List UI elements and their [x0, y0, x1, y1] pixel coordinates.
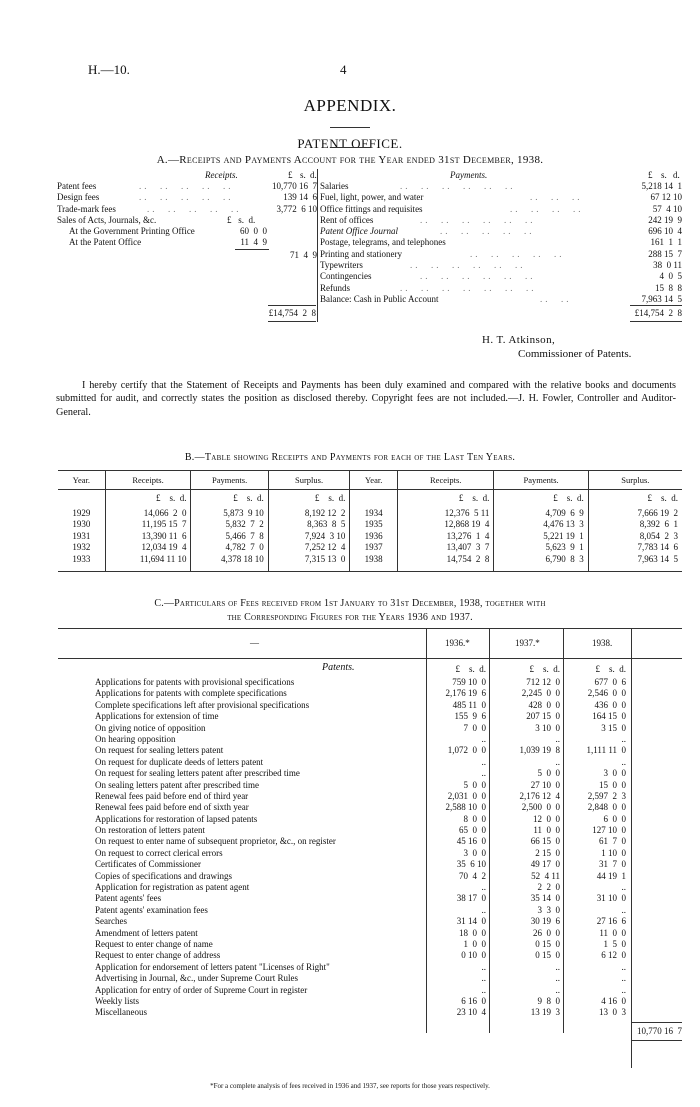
fee-value-1938: 31 7 0: [599, 859, 626, 870]
fee-value-1938: ..: [621, 904, 626, 915]
fee-value-1937: 207 15 0: [526, 711, 560, 722]
fee-row: [95, 985, 682, 996]
fee-value-1938: ..: [621, 973, 626, 984]
audit-certificate: I hereby certify that the Statement of Receipts and Payments has been duly examined and compared with the relative books and documents submitted for audit, and correctly states the position as disclosed thereby. Copyright fees are not included.—J. H. Fowler, Controller and Auditor-General.: [56, 380, 676, 418]
fee-value-1936: 70 4 2: [459, 870, 486, 881]
currency-header: £ s. d.: [595, 664, 626, 674]
payment-row: Refunds .. .. .. .. .. .. .. 15 8 8: [320, 282, 682, 293]
payment-row: Office fittings and requisites .. .. .. .. 57 4 10: [320, 203, 682, 214]
fee-label: On request for duplicate deeds of letters patent: [95, 756, 264, 767]
fee-value-1936: 38 17 0: [456, 893, 486, 904]
fee-value-1937: 2,176 12 4: [519, 790, 560, 801]
receipt-row: Patent fees .. .. .. .. .. 10,770 16 7: [57, 181, 317, 191]
fee-value-1936: 35 6 10: [456, 859, 486, 870]
fee-row: [95, 768, 682, 779]
currency-header: £ s. d.: [529, 664, 560, 674]
department-heading: PATENT OFFICE.: [297, 136, 403, 151]
col-year-2: Year.: [350, 471, 398, 490]
fee-row: [95, 950, 682, 961]
signatory-name: H. T. Atkinson,: [482, 334, 556, 346]
fee-value-1938: 127 10 0: [592, 825, 626, 836]
col-surplus-2: Surplus.: [588, 471, 682, 490]
fee-value-1937: 52 4 11: [531, 870, 560, 881]
fee-label: Advertising in Journal, &c., under Supreme Court Rules: [95, 973, 298, 984]
fee-row: [95, 973, 682, 984]
col-payments: Payments.: [191, 471, 268, 490]
fee-value-1938: 15 0 0: [599, 779, 626, 790]
shilling-label: s.: [661, 170, 667, 180]
fee-value-1937: 27 10 0: [530, 779, 560, 790]
payment-row: Postage, telegrams, and telephones 161 1 1: [320, 237, 682, 248]
fee-value-1936: 3 0 0: [463, 847, 486, 858]
receipt-row: Trade-mark fees .. .. .. .. .. 3,772 6 10: [57, 203, 317, 214]
fee-label: Searches: [95, 916, 127, 927]
label-column-dash: —: [250, 638, 259, 648]
fee-value-1938: 3 0 0: [603, 768, 626, 779]
footnote: *For a complete analysis of fees received in 1936 and 1937, see reports for those years respectively.: [210, 1082, 490, 1090]
fee-value-1936: ..: [481, 733, 486, 744]
col-receipts: Receipts.: [105, 471, 191, 490]
fee-label: Patent agents' fees: [95, 893, 162, 904]
fee-value-1937: 3 10 0: [535, 722, 560, 733]
page-number: 4: [340, 62, 347, 77]
fee-label: On restoration of letters patent: [95, 825, 205, 836]
fees-total-1938: 10,770 16 7: [637, 1026, 682, 1036]
fee-row: [95, 688, 682, 699]
fee-row: [95, 711, 682, 722]
receipts-list: [57, 181, 317, 261]
fee-row: [95, 677, 682, 688]
fee-value-1938: 2,848 0 0: [587, 802, 626, 813]
fee-value-1937: 428 0 0: [528, 699, 560, 710]
appendix-heading: APPENDIX.: [303, 96, 397, 115]
fee-value-1937: 3 3 0: [537, 904, 560, 915]
fee-value-1936: 1 0 0: [463, 938, 486, 949]
fee-label: Renewal fees paid before end of third year: [95, 790, 249, 801]
fee-value-1937: 66 15 0: [530, 836, 560, 847]
fee-label: On request to enter name of subsequent proprietor, &c., on register: [95, 836, 336, 847]
fee-value-1938: 1 10 0: [601, 847, 626, 858]
fee-row: [95, 893, 682, 904]
fee-row: [95, 745, 682, 756]
fee-value-1936: 31 14 0: [456, 916, 486, 927]
fee-value-1937: 9 8 0: [537, 995, 560, 1006]
fee-label: Miscellaneous: [95, 1007, 147, 1018]
total-rule: [631, 1040, 682, 1041]
fee-value-1937: 5 0 0: [537, 768, 560, 779]
divider: [330, 147, 370, 148]
col-header-1937: 1937.*: [515, 638, 540, 648]
fee-value-1937: ..: [555, 961, 560, 972]
table-row: 1930 11,195 15 7 5,832 7 2 8,363 8 5 1935 12,868 19 4 4,476 13 3 8,392 6 1: [58, 519, 682, 531]
fee-row: [95, 791, 682, 802]
fee-row: [95, 814, 682, 825]
payments-list: [320, 181, 682, 305]
fee-row: [95, 700, 682, 711]
fee-label: Applications for restoration of lapsed patents: [95, 813, 258, 824]
fee-label: On request for sealing letters patent: [95, 745, 224, 756]
fee-value-1938: 677 0 6: [594, 677, 626, 687]
payment-row: Salaries .. .. .. .. .. .. 5,218 14 1: [320, 181, 682, 191]
fee-value-1936: 45 16 0: [456, 836, 486, 847]
fee-row: [95, 859, 682, 870]
table-row: 1933 11,694 11 10 4,378 18 10 7,315 13 0 1938 14,754 2 8 6,790 8 3 7,963 14 5: [58, 554, 682, 572]
fee-value-1938: 2,546 0 0: [587, 688, 626, 699]
fee-value-1936: 759 10 0: [452, 677, 486, 687]
ten-year-table: [58, 470, 682, 572]
fee-value-1937: 26 0 0: [533, 927, 560, 938]
section-c-title-line1: C.—Particulars of Fees received from 1st January to 31st December, 1938, together with: [154, 598, 546, 609]
fee-value-1937: 11 0 0: [533, 825, 560, 836]
fee-label: Weekly lists: [95, 995, 140, 1006]
fee-value-1937: 30 19 6: [530, 916, 560, 927]
fee-value-1938: 6 12 0: [601, 950, 626, 961]
fee-value-1936: 155 9 6: [454, 711, 486, 722]
fee-label: Complete specifications left after provisional specifications: [95, 699, 310, 710]
fee-row: [95, 939, 682, 950]
fee-value-1936: 2,588 10 0: [445, 802, 486, 813]
fee-label: On giving notice of opposition: [95, 722, 206, 733]
payment-row: Fuel, light, power, and water .. .. .. 67 12 10: [320, 192, 682, 203]
fee-label: Request to enter change of address: [95, 950, 221, 961]
fee-value-1937: ..: [555, 756, 560, 767]
fee-label: Applications for patents with complete specifications: [95, 688, 287, 699]
col-header-1936: 1936.*: [445, 638, 470, 648]
fee-value-1938: 61 7 0: [599, 836, 626, 847]
col-year: Year.: [58, 471, 105, 490]
fee-label: Amendment of letters patent: [95, 927, 198, 938]
fee-label: On request to correct clerical errors: [95, 847, 223, 858]
shilling-label: s.: [300, 170, 306, 180]
page-reference: H.—10.: [88, 62, 130, 77]
pound-label: £: [288, 170, 293, 180]
fee-value-1936: 23 10 4: [456, 1007, 486, 1018]
total-rule: [268, 321, 316, 322]
fee-label: Patent agents' examination fees: [95, 904, 208, 915]
fee-value-1938: 3 15 0: [601, 722, 626, 733]
fee-value-1938: ..: [621, 961, 626, 972]
fee-label: On sealing letters patent after prescribed time: [95, 779, 259, 790]
fee-label: Copies of specifications and drawings: [95, 870, 232, 881]
fee-value-1938: 2,597 2 3: [587, 790, 626, 801]
fee-value-1937: 712 12 0: [526, 677, 560, 687]
section-c-title-line2: the Corresponding Figures for the Years 1936 and 1937.: [227, 612, 473, 623]
fee-value-1938: 436 0 0: [594, 699, 626, 710]
divider: [330, 127, 370, 128]
payment-row: Patent Office Journal .. .. .. .. .. 696 10 4: [320, 226, 682, 237]
payment-row: Rent of offices .. .. .. .. .. .. 242 19 9: [320, 214, 682, 225]
fee-label: On request for sealing letters patent after prescribed time: [95, 768, 300, 779]
fee-value-1937: 0 15 0: [535, 938, 560, 949]
col-header-1938: 1938.: [592, 638, 613, 648]
col-receipts-2: Receipts.: [398, 471, 494, 490]
fee-row: [95, 802, 682, 813]
currency-row: £ s. d. £ s. d. £ s. d. £ s. d. £ s. d. £ s. d.: [58, 490, 682, 508]
fee-value-1937: ..: [555, 973, 560, 984]
fee-row: [95, 962, 682, 973]
fee-value-1936: 6 16 0: [461, 995, 486, 1006]
table-header-rule: [58, 658, 682, 659]
total-rule: [630, 305, 682, 306]
receipts-heading: Receipts.: [205, 170, 238, 180]
fee-value-1936: 0 10 0: [461, 950, 486, 961]
fee-label: Application for entry of order of Supreme Court in register: [95, 984, 308, 995]
fee-value-1936: ..: [481, 984, 486, 995]
fee-value-1937: 12 0 0: [533, 813, 560, 824]
fee-value-1938: 13 0 3: [599, 1007, 626, 1018]
fee-value-1938: ..: [621, 882, 626, 893]
pound-label: £: [648, 170, 653, 180]
fee-row: [95, 848, 682, 859]
fee-value-1938: 44 19 1: [596, 870, 626, 881]
fee-row: [95, 734, 682, 745]
fee-row: [95, 723, 682, 734]
fee-value-1938: ..: [621, 756, 626, 767]
fee-value-1937: 2,245 0 0: [521, 688, 560, 699]
col-surplus: Surplus.: [268, 471, 350, 490]
table-top-rule: [58, 628, 682, 629]
fee-value-1936: 2,176 19 6: [445, 688, 486, 699]
receipt-row: Sales of Acts, Journals, &c. £ s. d.: [57, 214, 256, 225]
fee-value-1936: 5 0 0: [463, 779, 486, 790]
fee-value-1936: ..: [481, 961, 486, 972]
fee-value-1938: 6 0 0: [603, 813, 626, 824]
fee-row: [95, 825, 682, 836]
fee-value-1937: 13 19 3: [530, 1007, 560, 1018]
fee-value-1936: 485 11 0: [452, 699, 486, 710]
section-b-title: B.—Table showing Receipts and Payments for each of the Last Ten Years.: [184, 452, 516, 463]
fee-value-1937: 2 2 0: [537, 882, 560, 893]
fee-row: [95, 757, 682, 768]
fee-value-1936: 1,072 0 0: [447, 745, 486, 756]
fee-row: [95, 871, 682, 882]
fee-value-1937: 49 17 0: [530, 859, 560, 870]
fee-row: [95, 996, 682, 1007]
col-payments-2: Payments.: [494, 471, 588, 490]
currency-header: £ s. d.: [455, 664, 486, 674]
fee-value-1938: ..: [621, 984, 626, 995]
total-rule: [630, 321, 682, 322]
fee-value-1938: 11 0 0: [599, 927, 626, 938]
payments-total: £14,754 2 8: [634, 308, 682, 318]
fee-value-1936: ..: [481, 768, 486, 779]
fee-value-1937: 35 14 0: [530, 893, 560, 904]
fee-value-1937: 1,039 19 8: [519, 745, 560, 756]
receipt-row: At the Government Printing Office 60 0 0: [69, 226, 267, 237]
payment-row: Contingencies .. .. .. .. .. .. 4 0 5: [320, 271, 682, 282]
fee-value-1938: 1 5 0: [603, 938, 626, 949]
fee-value-1936: 7 0 0: [463, 722, 486, 733]
fee-row: [95, 836, 682, 847]
fee-label: Applications for patents with provisional specifications: [95, 677, 295, 687]
fee-row: [95, 905, 682, 916]
fee-label: Application for registration as patent agent: [95, 882, 250, 893]
table-row: 1932 12,034 19 4 4,782 7 0 7,252 12 4 1937 13,407 3 7 5,623 9 1 7,783 14 6: [58, 542, 682, 554]
section-a-title: A.—Receipts and Payments Account for the Year ended 31st December, 1938.: [156, 154, 544, 166]
fee-value-1938: 27 16 6: [596, 916, 626, 927]
fee-value-1937: 0 15 0: [535, 950, 560, 961]
payment-row: Typewriters .. .. .. .. .. .. 38 0 11: [320, 260, 682, 271]
fee-value-1936: ..: [481, 973, 486, 984]
fee-value-1938: 164 15 0: [592, 711, 626, 722]
fee-row: [95, 1007, 682, 1018]
payment-row: Printing and stationery .. .. .. .. .. 288 15 7: [320, 248, 682, 259]
payment-row: Balance: Cash in Public Account .. .. 7,963 14 5: [320, 293, 682, 304]
fee-value-1938: 31 10 0: [596, 893, 626, 904]
fee-value-1937: ..: [555, 733, 560, 744]
fee-row: [95, 916, 682, 927]
fee-row: [95, 882, 682, 893]
fee-value-1937: ..: [555, 984, 560, 995]
fee-label: Applications for extension of time: [95, 711, 219, 722]
receipt-row: Design fees .. .. .. .. .. 139 14 6: [57, 192, 317, 203]
pence-label: d.: [310, 170, 317, 180]
total-rule: [268, 305, 316, 306]
fee-value-1936: 2,031 0 0: [447, 790, 486, 801]
fee-value-1937: 2 15 0: [535, 847, 560, 858]
fees-table: [95, 677, 682, 1019]
fee-value-1936: ..: [481, 904, 486, 915]
fee-value-1936: 18 0 0: [459, 927, 486, 938]
receipts-total: £14,754 2 8: [268, 308, 316, 318]
fee-label: Renewal fees paid before end of sixth year: [95, 802, 249, 813]
payments-heading: Payments.: [450, 170, 488, 180]
column-rule: [317, 169, 318, 322]
fee-row: [95, 928, 682, 939]
fee-value-1937: 2,500 0 0: [521, 802, 560, 813]
fee-label: Request to enter change of name: [95, 938, 213, 949]
table-row: 1929 14,066 2 0 5,873 9 10 8,192 12 2 1934 12,376 5 11 4,709 6 9 7,666 19 2: [58, 508, 682, 520]
fee-value-1936: 8 0 0: [463, 813, 486, 824]
patents-heading: Patents.: [322, 662, 355, 673]
fee-value-1936: ..: [481, 756, 486, 767]
fee-value-1936: ..: [481, 882, 486, 893]
fee-value-1938: ..: [621, 733, 626, 744]
total-rule: [631, 1022, 682, 1023]
fee-row: [95, 780, 682, 791]
signatory-title: Commissioner of Patents.: [518, 348, 632, 360]
receipt-row: At the Patent Office 11 4 9: [69, 237, 267, 248]
fee-value-1938: 1,111 11 0: [586, 745, 626, 756]
pence-label: d.: [673, 170, 680, 180]
fee-value-1936: 65 0 0: [459, 825, 486, 836]
fee-label: On hearing opposition: [95, 733, 176, 744]
fee-value-1938: 4 16 0: [601, 995, 626, 1006]
fee-label: Application for endorsement of letters patent "Licenses of Right": [95, 961, 330, 972]
receipt-row: 71 4 9: [290, 249, 317, 260]
fee-label: Certificates of Commissioner: [95, 859, 201, 870]
table-row: 1931 13,390 11 6 5,466 7 8 7,924 3 10 1936 13,276 1 4 5,221 19 1 8,054 2 3: [58, 531, 682, 543]
